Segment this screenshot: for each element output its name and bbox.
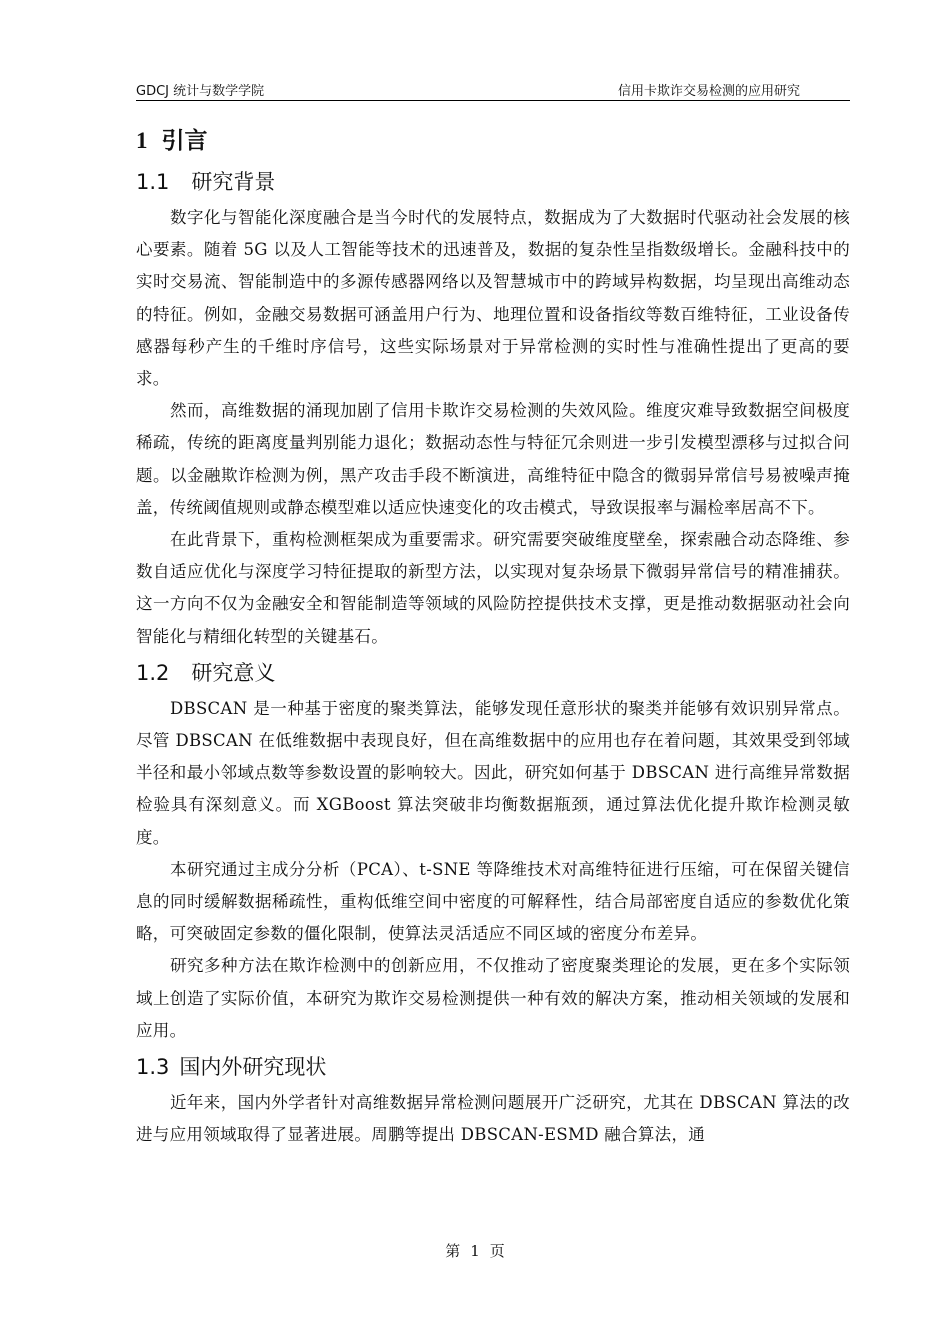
paragraph: 然而，高维数据的涌现加剧了信用卡欺诈交易检测的失效风险。维度灾难导致数据空间极度稀疏，传统的距离度量判别能力退化；数据动态性与特征冗余则进一步引发模型漂移与过拟合问题。以金融欺诈检测为例，黑产攻击手段不断演进，高维特征中隐含的微弱异常信号易被噪声掩盖，传统阈值规则或静态模型难以适应快速变化的攻击模式，导致误报率与漏检率居高不下。 <box>136 401 850 517</box>
page-number: 1 <box>470 1242 480 1260</box>
paragraph: DBSCAN 是一种基于密度的聚类算法，能够发现任意形状的聚类并能够有效识别异常点。尽管 DBSCAN 在低维数据中表现良好，但在高维数据中的应用也存在着问题，其效果受到邻域半径和最小邻域点数等参数设置的影响较大。因此，研究如何基于 DBSCAN 进行高维异常数据检验具有深刻意义。而 XGBoost 算法突破非均衡数据瓶颈，通过算法优化提升欺诈检测灵敏度。 <box>136 698 850 847</box>
header-institution: GDCJ 统计与数学学院 <box>136 84 265 99</box>
running-header <box>136 78 850 101</box>
paragraph: 近年来，国内外学者针对高维数据异常检测问题展开广泛研究，尤其在 DBSCAN 算法的改进与应用领域取得了显著进展。周鹏等提出 DBSCAN-ESMD 融合算法，通 <box>136 1093 850 1145</box>
paragraph: 研究多种方法在欺诈检测中的创新应用，不仅推动了密度聚类理论的发展，更在多个实际领域上创造了实际价值，本研究为欺诈交易检测提供一种有效的解决方案，推动相关领域的发展和应用。 <box>136 956 850 1040</box>
paragraph: 数字化与智能化深度融合是当今时代的发展特点，数据成为了大数据时代驱动社会发展的核心要素。随着 5G 以及人工智能等技术的迅速普及，数据的复杂性呈指数级增长。金融科技中的实时交易流、智能制造中的多源传感器网络以及智慧城市中的跨域异构数据，均呈现出高维动态的特征。例如，金融交易数据可涵盖用户行为、地理位置和设备指纹等数百维特征，工业设备传感器每秒产生的千维时序信号，这些实际场景对于异常检测的实时性与准确性提出了更高的要求。 <box>136 208 850 389</box>
section-title: 研究意义 <box>191 660 276 685</box>
page-body <box>136 120 850 1151</box>
section-number: 1.1 <box>136 170 170 194</box>
chapter-title: 引言 <box>161 128 208 154</box>
section-heading-1-3 <box>136 1047 850 1087</box>
section-number: 1.3 <box>136 1055 170 1080</box>
chapter-heading <box>136 120 850 162</box>
paragraph: 在此背景下，重构检测框架成为重要需求。研究需要突破维度壁垒，探索融合动态降维、参数自适应优化与深度学习特征提取的新型方法，以实现对复杂场景下微弱异常信号的精准捕获。这一方向不仅为金融安全和智能制造等领域的风险防控提供技术支撑，更是推动数据驱动社会向智能化与精细化转型的关键基石。 <box>136 530 850 646</box>
page-number-prefix: 第 <box>445 1242 461 1260</box>
section-number: 1.2 <box>136 660 170 685</box>
chapter-number: 1 <box>136 128 148 153</box>
section-heading-1-2 <box>136 653 850 693</box>
section-title: 国内外研究现状 <box>179 1055 327 1080</box>
header-thesis-title: 信用卡欺诈交易检测的应用研究 <box>617 84 800 99</box>
paragraph: 本研究通过主成分分析（PCA）、t-SNE 等降维技术对高维特征进行压缩，可在保留关键信息的同时缓解数据稀疏性，重构低维空间中密度的可解释性，结合局部密度自适应的参数优化策略，可突破固定参数的僵化限制，使算法灵活适应不同区域的密度分布差异。 <box>136 859 850 944</box>
section-heading-1-1 <box>136 162 850 202</box>
section-title: 研究背景 <box>191 170 276 194</box>
page-footer <box>0 1240 950 1261</box>
page-number-suffix: 页 <box>489 1242 505 1260</box>
